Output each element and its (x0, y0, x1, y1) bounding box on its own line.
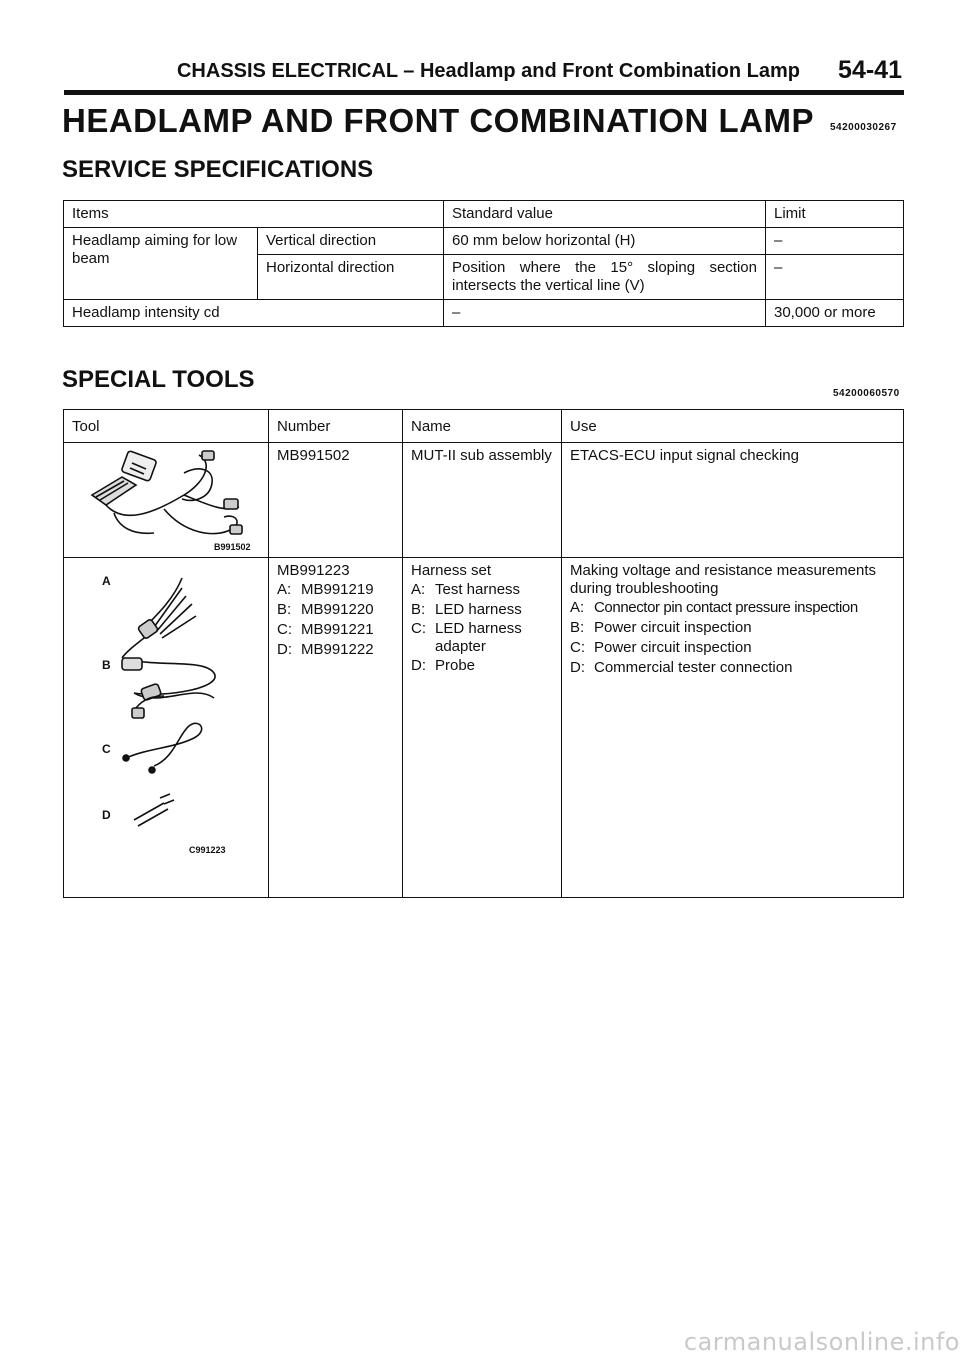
list-item: D: Probe (411, 657, 476, 674)
table-row (64, 228, 904, 255)
table-header-row (64, 201, 904, 228)
col-standard: Standard value (444, 201, 766, 228)
list-item: D: Commercial tester connection (570, 659, 793, 676)
harness-set-illustration (64, 558, 268, 896)
list-item: A: MB991219 (277, 581, 374, 598)
number-list (277, 580, 394, 660)
standard-value: Position where the 15° sloping section intersects the vertical line (V) (444, 255, 766, 300)
list-item: B: LED harness (411, 601, 522, 618)
image-label-c: C (102, 742, 111, 756)
limit-value: – (766, 228, 904, 255)
standard-value: – (444, 300, 766, 327)
table-row (64, 558, 904, 898)
tool-name: MUT-II sub assembly (403, 443, 562, 558)
tool-number: MB991502 (269, 443, 403, 558)
col-limit: Limit (766, 201, 904, 228)
table-header-row (64, 410, 904, 443)
sub-item: Horizontal direction (258, 255, 444, 300)
tool-number-cell (269, 558, 403, 898)
tool-name-cell (403, 558, 562, 898)
tool-image-cell (64, 558, 269, 898)
col-use: Use (562, 410, 904, 443)
page-title: HEADLAMP AND FRONT COMBINATION LAMP (62, 102, 815, 139)
section-title: CHASSIS ELECTRICAL – Headlamp and Front Combination Lamp (176, 60, 800, 82)
tool-use-cell (562, 558, 904, 898)
use-list (570, 598, 895, 678)
special-tools-heading: SPECIAL TOOLS (62, 366, 255, 393)
table-row (64, 300, 904, 327)
special-tools-code: 54200060570 (833, 388, 900, 399)
limit-value: – (766, 255, 904, 300)
tool-name: Harness set (411, 562, 492, 579)
tool-use: Making voltage and resistance measurements during troubleshooting (570, 562, 876, 597)
list-item: C: LED harness adapter (411, 620, 522, 655)
service-specs-heading: SERVICE SPECIFICATIONS (62, 156, 374, 183)
col-name: Name (403, 410, 562, 443)
list-item: B: MB991220 (277, 601, 374, 618)
list-item: B: Power circuit inspection (570, 619, 752, 636)
list-item: A: Test harness (411, 581, 521, 598)
intensity-item: Headlamp intensity cd (64, 300, 444, 327)
list-item: C: Power circuit inspection (570, 639, 752, 656)
tool-image-caption: C991223 (189, 845, 226, 855)
aiming-item: Headlamp aiming for low beam (64, 228, 258, 300)
image-label-a: A (102, 574, 111, 588)
standard-value: 60 mm below horizontal (H) (444, 228, 766, 255)
tool-number: MB991223 (277, 562, 350, 579)
tool-image-caption: B991502 (214, 542, 251, 552)
page-header (64, 54, 904, 95)
col-items: Items (64, 201, 444, 228)
col-number: Number (269, 410, 403, 443)
list-item: C: MB991221 (277, 621, 374, 638)
harness-set-drawing (64, 558, 269, 896)
limit-value: 30,000 or more (766, 300, 904, 327)
list-item: D: MB991222 (277, 641, 374, 658)
col-tool: Tool (64, 410, 269, 443)
special-tools-table (63, 409, 904, 898)
image-label-d: D (102, 808, 111, 822)
mut-ii-illustration (64, 443, 268, 556)
list-item: A: Connector pin contact pressure inspection (570, 599, 858, 616)
service-specs-table (63, 200, 904, 327)
tool-use: ETACS-ECU input signal checking (562, 443, 904, 558)
table-row (64, 443, 904, 558)
name-list (411, 580, 553, 676)
page-number: 54-41 (838, 56, 902, 84)
sub-item: Vertical direction (258, 228, 444, 255)
image-label-b: B (102, 658, 111, 672)
footer-watermark: carmanualsonline.info (683, 1328, 960, 1356)
title-code: 54200030267 (830, 122, 897, 133)
tool-image-cell (64, 443, 269, 558)
